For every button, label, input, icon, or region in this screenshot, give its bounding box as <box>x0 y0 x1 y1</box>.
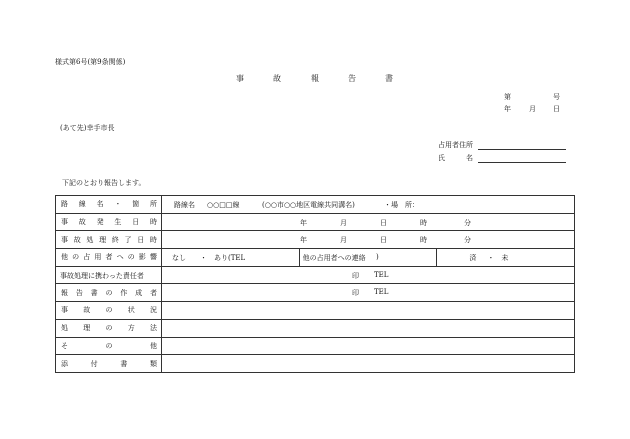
contact-not-done-option[interactable]: 未 <box>501 254 509 263</box>
day-unit: 日 <box>380 218 387 227</box>
table-row <box>56 284 575 302</box>
impact-close-paren: ) <box>376 253 379 262</box>
date-month: 月 <box>529 105 536 113</box>
route-location-field[interactable] <box>162 196 575 214</box>
month-unit: 月 <box>340 236 347 245</box>
contact-status-field[interactable] <box>437 249 575 267</box>
row-label-method: 処 理 の 方 法 <box>56 319 162 337</box>
month-unit: 月 <box>340 218 347 227</box>
row-label-author: 報 告 書 の 作 成 者 <box>56 284 162 302</box>
place-label: ・場 所： <box>384 201 419 209</box>
author-field[interactable] <box>162 284 575 302</box>
document-title <box>0 75 630 85</box>
year-unit: 年 <box>300 236 307 245</box>
doc-number-prefix: 第 <box>504 93 511 101</box>
date-year: 年 <box>504 105 511 113</box>
row-label-occurrence-datetime: 事 故 発 生 日 時 <box>56 213 162 231</box>
row-label-situation: 事 故 の 状 況 <box>56 302 162 320</box>
table-row <box>56 319 575 337</box>
intro-text: 下記のとおり報告します。 <box>62 179 146 187</box>
doc-number-suffix: 号 <box>553 93 560 101</box>
row-label-other: そ の 他 <box>56 337 162 355</box>
title-char: 告 <box>348 74 356 83</box>
seal-mark: 印 <box>352 289 359 298</box>
occurrence-datetime-field[interactable] <box>162 213 575 231</box>
row-label-attachments: 添 付 書 類 <box>56 355 162 373</box>
table-row <box>56 355 575 373</box>
report-table <box>55 195 575 373</box>
table-row <box>56 213 575 231</box>
form-number: 様式第6号(第9条関係) <box>55 58 126 66</box>
row-label-completion-datetime: 事 故 処 理 終 了 日 時 <box>56 231 162 249</box>
title-char: 報 <box>311 74 319 83</box>
situation-field[interactable] <box>162 302 575 320</box>
hour-unit: 時 <box>420 218 427 227</box>
occupant-address-label: 占用者住所 <box>438 141 473 149</box>
row-label-responsible-person: 事故処理に携わった責任者 <box>56 266 162 284</box>
contact-label: 他の占用者への連絡 <box>302 254 366 263</box>
table-row <box>56 196 575 214</box>
route-name-value: ○○□□線 <box>207 201 240 209</box>
impact-yes-option[interactable]: あり(TEL <box>214 254 246 263</box>
hour-unit: 時 <box>420 236 427 245</box>
date-day: 日 <box>553 105 560 113</box>
table-row <box>56 249 575 267</box>
completion-datetime-field[interactable] <box>162 231 575 249</box>
table-row <box>56 231 575 249</box>
row-label-impact: 他 の 占 用 者 へ の 影 響 <box>56 249 162 267</box>
title-char: 書 <box>385 74 393 83</box>
occupant-name-label: 氏 <box>438 154 445 162</box>
attachments-field[interactable] <box>162 355 575 373</box>
day-unit: 日 <box>380 236 387 245</box>
row-label-route-location: 路 線 名 ・ 箇 所 <box>56 196 162 214</box>
responsible-person-field[interactable] <box>162 266 575 284</box>
title-char: 事 <box>236 74 244 83</box>
other-field[interactable] <box>162 337 575 355</box>
occupant-name-label: 名 <box>466 154 473 162</box>
impact-separator: ・ <box>200 254 207 263</box>
route-note: (○○市○○地区電線共同溝名) <box>262 201 355 209</box>
tel-label: TEL <box>374 288 389 297</box>
occupant-name-line <box>478 162 566 163</box>
contact-label-cell <box>299 249 437 267</box>
minute-unit: 分 <box>464 236 471 245</box>
table-row <box>56 302 575 320</box>
impact-none-option[interactable]: なし <box>172 254 186 263</box>
tel-label: TEL <box>374 270 389 279</box>
contact-done-option[interactable]: 済 <box>469 254 477 263</box>
occupant-address-line <box>478 149 566 150</box>
method-field[interactable] <box>162 319 575 337</box>
seal-mark: 印 <box>352 271 359 280</box>
contact-separator: ・ <box>487 254 495 263</box>
year-unit: 年 <box>300 218 307 227</box>
title-char: 故 <box>273 74 281 83</box>
minute-unit: 分 <box>464 218 471 227</box>
addressee: (あて先)幸手市長 <box>60 124 115 132</box>
route-name-label: 路線名 <box>174 201 195 209</box>
table-row <box>56 266 575 284</box>
table-row <box>56 337 575 355</box>
